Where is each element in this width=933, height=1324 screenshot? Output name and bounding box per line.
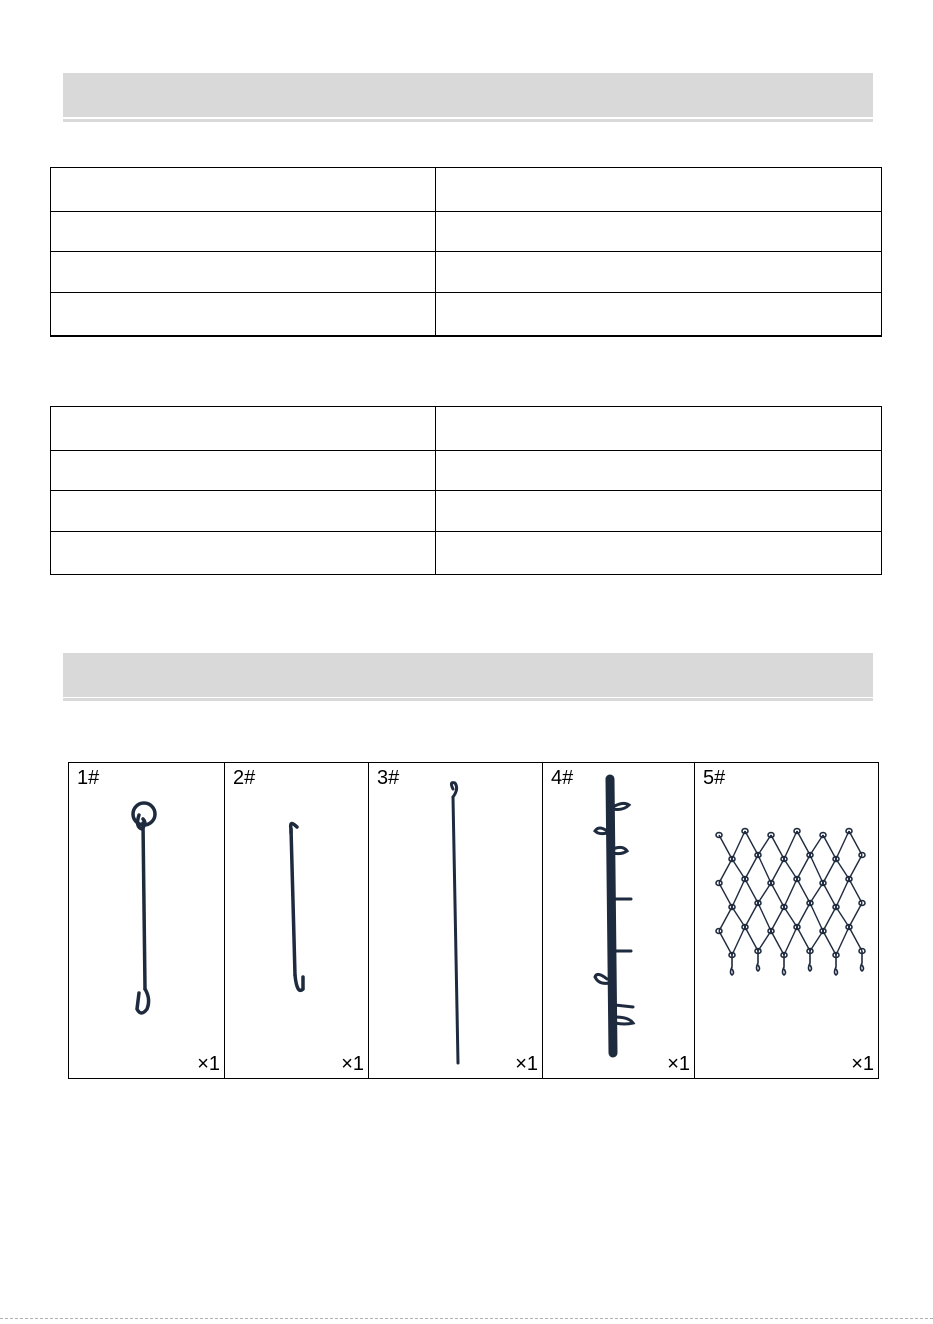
net-strand — [797, 831, 810, 855]
net-icon — [695, 763, 878, 1078]
table-row — [51, 451, 882, 491]
net-strand — [771, 907, 784, 931]
table-row — [51, 252, 882, 293]
net-strand — [797, 879, 810, 903]
net-strand — [836, 879, 849, 907]
long-rod-hook-icon — [369, 763, 543, 1078]
part-quantity: ×1 — [515, 1053, 538, 1075]
s-hook-icon — [225, 763, 369, 1078]
table-cell — [436, 212, 882, 252]
net-strand — [719, 931, 732, 955]
net-strand — [732, 831, 745, 859]
net-strand — [849, 855, 862, 879]
net-strand — [823, 931, 836, 955]
part-quantity: ×1 — [341, 1053, 364, 1075]
part-quantity: ×1 — [197, 1053, 220, 1075]
s-hook-with-ring-icon — [69, 763, 225, 1078]
net-strand — [745, 903, 758, 927]
spec-table-2 — [50, 406, 882, 575]
net-strand — [810, 931, 823, 951]
section-header-1 — [63, 73, 873, 117]
net-strand — [719, 907, 732, 931]
net-strand — [732, 907, 745, 927]
table-cell — [51, 451, 436, 491]
net-strand — [823, 883, 836, 907]
table-cell — [51, 252, 436, 293]
part-number: 3# — [377, 767, 400, 789]
net-strand — [784, 859, 797, 879]
table-cell — [51, 293, 436, 336]
net-strand — [732, 927, 745, 955]
net-strand — [836, 927, 849, 955]
net-strand — [758, 903, 771, 931]
section-header-2 — [63, 653, 873, 697]
part-quantity: ×1 — [667, 1053, 690, 1075]
net-strand — [836, 859, 849, 879]
table-cell — [51, 532, 436, 575]
net-strand — [797, 855, 810, 879]
table-cell — [436, 451, 882, 491]
part-2 — [225, 763, 369, 1078]
part-number: 5# — [703, 767, 726, 789]
spec-table-1 — [50, 167, 882, 337]
table-row — [51, 491, 882, 532]
part-1 — [69, 763, 225, 1078]
table-row — [51, 532, 882, 575]
table-cell — [51, 491, 436, 532]
table-cell — [436, 293, 882, 336]
table-cell — [51, 168, 436, 212]
net-strand — [784, 927, 797, 955]
net-strand — [758, 883, 771, 903]
net-strand — [758, 835, 771, 855]
table-row — [51, 293, 882, 336]
net-strand — [771, 931, 784, 955]
table-cell — [436, 407, 882, 451]
table-cell — [51, 407, 436, 451]
net-strand — [823, 859, 836, 883]
table-cell — [51, 212, 436, 252]
net-strand — [797, 903, 810, 927]
net-strand — [823, 907, 836, 931]
net-strand — [732, 859, 745, 879]
net-strand — [784, 907, 797, 927]
table-cell — [436, 252, 882, 293]
net-strand — [810, 855, 823, 883]
net-strand — [849, 879, 862, 903]
net-strand — [810, 903, 823, 931]
net-strand — [849, 831, 862, 855]
part-number: 1# — [77, 767, 100, 789]
parts-list — [68, 762, 879, 1079]
net-strand — [758, 931, 771, 951]
net-strand — [719, 835, 732, 859]
net-strand — [849, 903, 862, 927]
net-strand — [810, 835, 823, 855]
part-number: 2# — [233, 767, 256, 789]
table-cell — [436, 491, 882, 532]
net-strand — [784, 831, 797, 859]
net-strand — [732, 879, 745, 907]
net-strand — [823, 835, 836, 859]
table-row — [51, 212, 882, 252]
net-strand — [771, 859, 784, 883]
part-number: 4# — [551, 767, 574, 789]
net-strand — [745, 831, 758, 855]
net-strand — [771, 883, 784, 907]
net-strand — [810, 883, 823, 903]
part-quantity: ×1 — [851, 1053, 874, 1075]
net-strand — [797, 927, 810, 951]
net-strand — [745, 879, 758, 903]
net-strand — [771, 835, 784, 859]
table-row — [51, 168, 882, 212]
net-strand — [758, 855, 771, 883]
net-strand — [745, 855, 758, 879]
part-4 — [543, 763, 695, 1078]
part-5 — [695, 763, 878, 1078]
pole-with-hooks-icon — [543, 763, 695, 1078]
part-3 — [369, 763, 543, 1078]
net-strand — [836, 831, 849, 859]
section-underline-1 — [63, 119, 873, 122]
table-cell — [436, 168, 882, 212]
net-strand — [836, 907, 849, 927]
table-row — [51, 407, 882, 451]
section-underline-2 — [63, 698, 873, 701]
net-strand — [719, 883, 732, 907]
net-strand — [784, 879, 797, 907]
net-strand — [719, 859, 732, 883]
net-strand — [745, 927, 758, 951]
page-bottom-rule — [0, 1318, 933, 1319]
net-strand — [849, 927, 862, 951]
table-cell — [436, 532, 882, 575]
